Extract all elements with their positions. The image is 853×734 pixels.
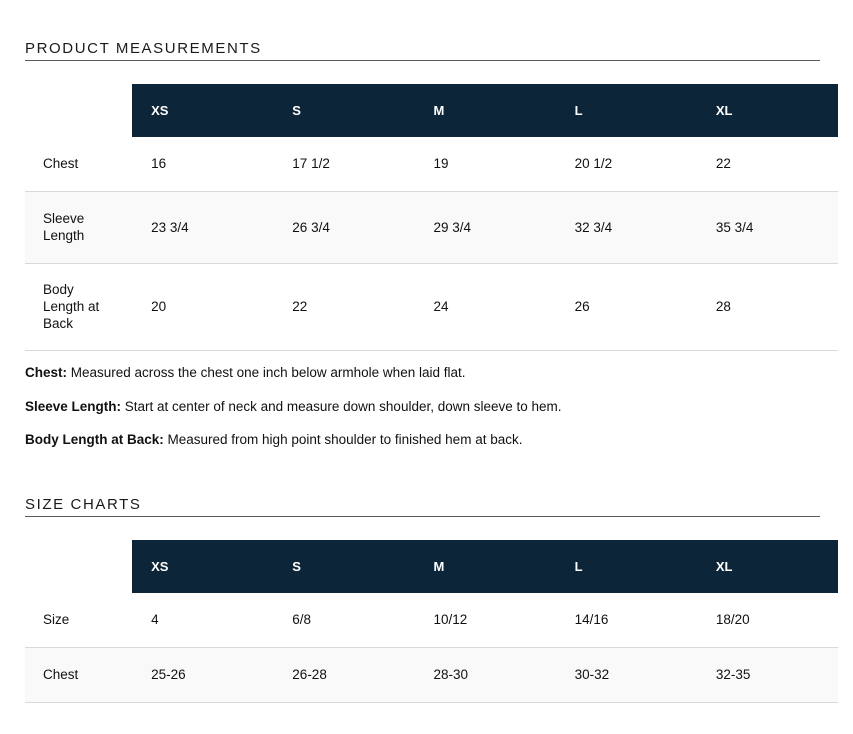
size-charts-header-blank	[25, 540, 132, 593]
size-charts-header-l: L	[556, 540, 697, 593]
table-cell: 23 3/4	[132, 191, 273, 263]
row-label-chest: Chest	[25, 137, 132, 191]
table-cell: 20 1/2	[556, 137, 697, 191]
measurements-header-xl: XL	[697, 84, 838, 137]
measurements-row-body-length	[25, 263, 838, 350]
note-term: Body Length at Back:	[25, 432, 164, 447]
measurements-header-blank	[25, 84, 132, 137]
table-cell: 4	[132, 593, 273, 647]
table-cell: 10/12	[414, 593, 555, 647]
note-text: Measured across the chest one inch below armhole when laid flat.	[67, 365, 466, 380]
table-cell: 24	[414, 263, 555, 350]
table-cell: 17 1/2	[273, 137, 414, 191]
table-cell: 16	[132, 137, 273, 191]
size-charts-header-row	[25, 540, 838, 593]
table-cell: 22	[273, 263, 414, 350]
size-charts-header-xl: XL	[697, 540, 838, 593]
table-cell: 28	[697, 263, 838, 350]
measurements-header-m: M	[414, 84, 555, 137]
note-term: Sleeve Length:	[25, 399, 122, 414]
measurements-title: PRODUCT MEASUREMENTS	[25, 40, 262, 57]
row-label-body-length	[25, 263, 132, 350]
size-charts-table	[25, 540, 838, 703]
size-charts-row-size	[25, 593, 838, 647]
table-cell: 29 3/4	[414, 191, 555, 263]
measurements-header-xs: XS	[132, 84, 273, 137]
size-charts-header-s: S	[273, 540, 414, 593]
table-cell: 22	[697, 137, 838, 191]
table-cell: 6/8	[273, 593, 414, 647]
size-charts-header-m: M	[414, 540, 555, 593]
table-cell: 25-26	[132, 647, 273, 702]
note-sleeve-length	[25, 399, 562, 414]
table-cell: 18/20	[697, 593, 838, 647]
row-label-text: Body Length at Back	[43, 282, 100, 331]
table-cell: 32 3/4	[556, 191, 697, 263]
note-text: Start at center of neck and measure down shoulder, down sleeve to hem.	[121, 399, 562, 414]
row-label-size: Size	[25, 593, 132, 647]
table-cell: 14/16	[556, 593, 697, 647]
note-chest	[25, 365, 465, 380]
note-term: Chest:	[25, 365, 68, 380]
table-cell: 32-35	[697, 647, 838, 702]
table-cell: 35 3/4	[697, 191, 838, 263]
note-body-length	[25, 432, 522, 447]
table-cell: 26-28	[273, 647, 414, 702]
size-charts-title: SIZE CHARTS	[25, 496, 142, 513]
measurements-row-sleeve-length	[25, 191, 838, 263]
row-label-sleeve-length	[25, 191, 132, 263]
size-charts-title-rule	[25, 516, 820, 517]
size-charts-row-chest	[25, 647, 838, 702]
measurements-header-l: L	[556, 84, 697, 137]
measurements-table	[25, 84, 838, 351]
measurements-header-row	[25, 84, 838, 137]
table-cell: 30-32	[556, 647, 697, 702]
table-cell: 20	[132, 263, 273, 350]
measurements-header-s: S	[273, 84, 414, 137]
table-cell: 26	[556, 263, 697, 350]
row-label-chest: Chest	[25, 647, 132, 702]
table-cell: 19	[414, 137, 555, 191]
measurements-title-rule	[25, 60, 820, 61]
table-cell: 26 3/4	[273, 191, 414, 263]
table-cell: 28-30	[414, 647, 555, 702]
row-label-text: Sleeve Length	[43, 211, 85, 243]
note-text: Measured from high point shoulder to finished hem at back.	[163, 432, 523, 447]
size-charts-header-xs: XS	[132, 540, 273, 593]
measurements-row-chest	[25, 137, 838, 191]
